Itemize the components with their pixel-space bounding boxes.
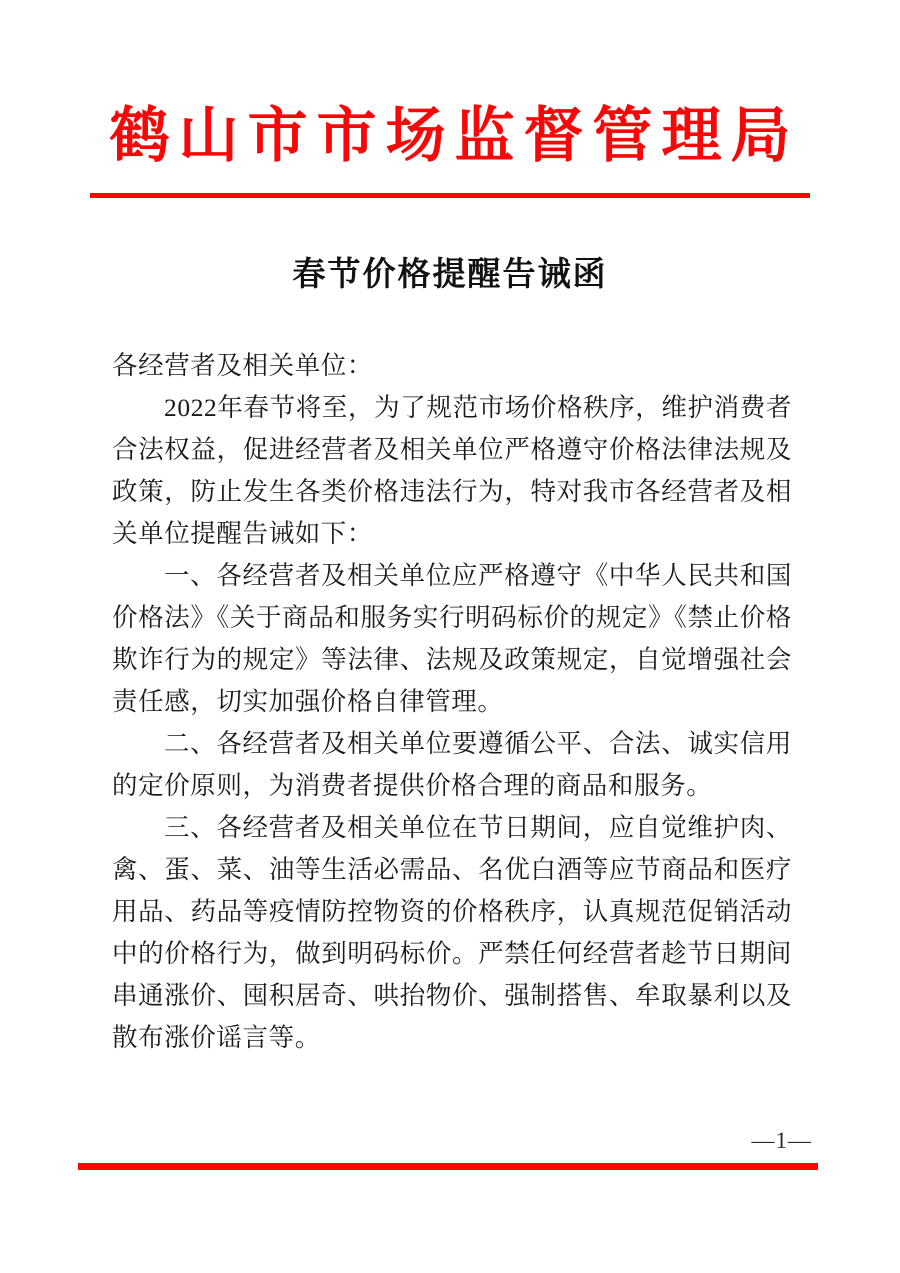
document-title: 春节价格提醒告诫函 — [292, 257, 608, 293]
article-paragraph-1: 一、各经营者及相关单位应严格遵守《中华人民共和国价格法》《关于商品和服务实行明码标价的规定》《禁止价格欺诈行为的规定》等法律、法规及政策规定，自觉增强社会责任感，切实加强价格自律管理。 — [112, 561, 792, 716]
salutation: 各经营者及相关单位： — [112, 351, 374, 380]
article-paragraph-3: 三、各经营者及相关单位在节日期间，应自觉维护肉、禽、蛋、菜、油等生活必需品、名优白酒等应节商品和医疗用品、药品等疫情防控物资的价格秩序，认真规范促销活动中的价格行为，做到明码标价。严禁任何经营者趁节日期间串通涨价、囤积居奇、哄抬物价、强制搭售、牟取暴利以及散布涨价谣言等。 — [112, 813, 792, 1052]
letterhead-rule — [90, 193, 810, 198]
article-paragraph-2: 二、各经营者及相关单位要遵循公平、合法、诚实信用的定价原则，为消费者提供价格合理的商品和服务。 — [112, 729, 792, 800]
preamble-paragraph: 2022年春节将至，为了规范市场价格秩序，维护消费者合法权益，促进经营者及相关单位严格遵守价格法律法规及政策，防止发生各类价格违法行为，特对我市各经营者及相关单位提醒告诫如下： — [112, 393, 792, 548]
issuing-organization: 鹤山市市场监督管理局 — [109, 103, 800, 169]
page-number: —1— — [751, 1128, 812, 1153]
letterhead — [0, 104, 900, 169]
document-body — [112, 345, 792, 1059]
footer-rule — [78, 1163, 818, 1170]
